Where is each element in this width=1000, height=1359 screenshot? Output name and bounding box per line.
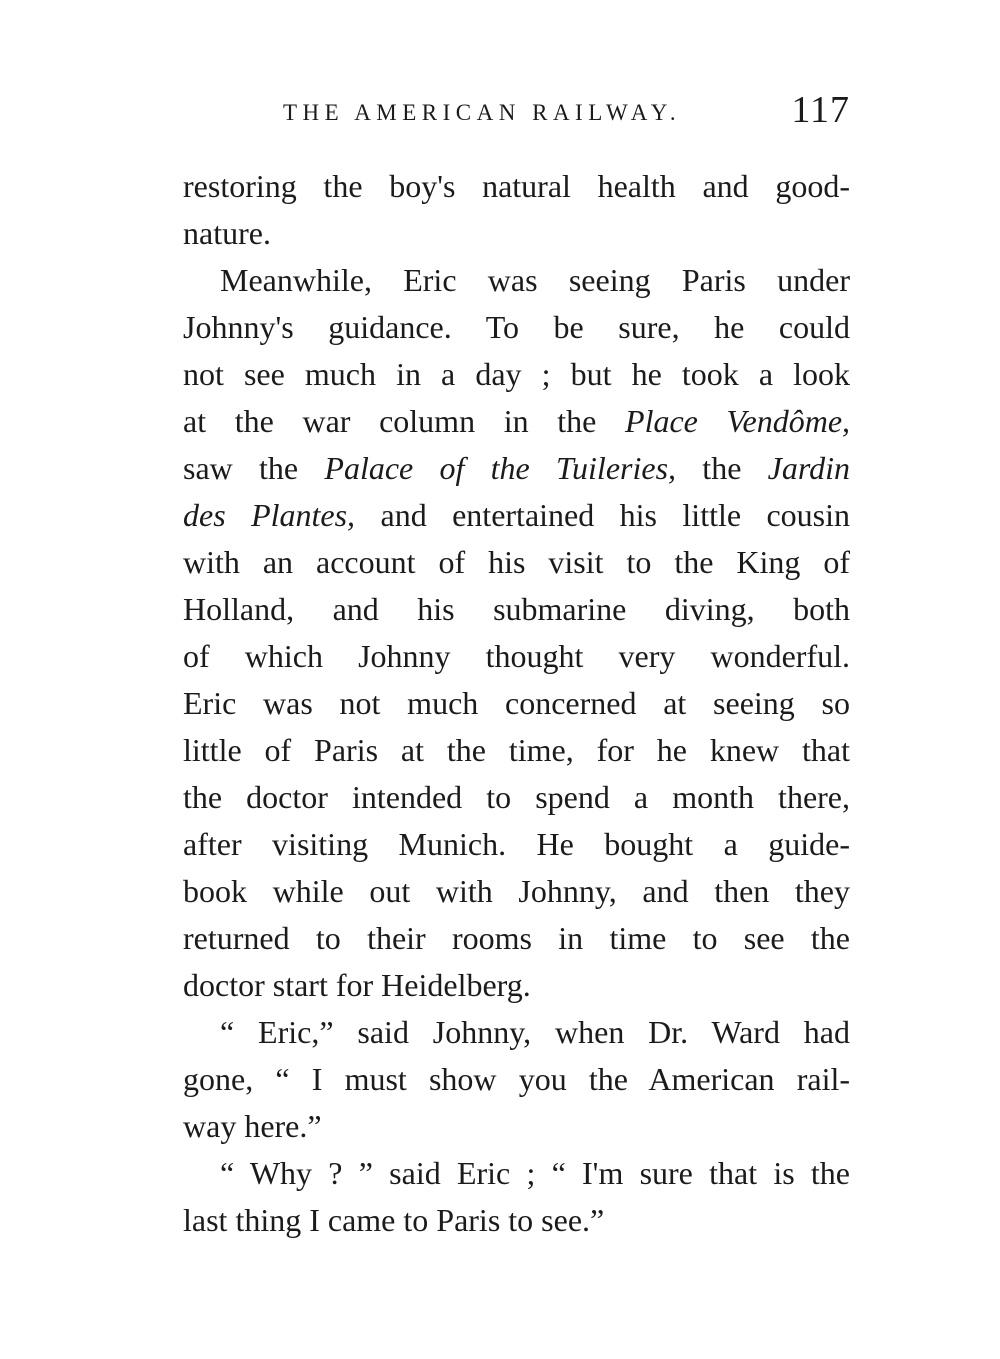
- text-line: gone, “ I must show you the American rail-: [183, 1061, 850, 1097]
- running-head: [183, 86, 850, 136]
- text-line: with an account of his visit to the King of: [183, 544, 850, 580]
- text-line: Eric was not much concerned at seeing so: [183, 685, 850, 721]
- text-line: after visiting Munich. He bought a guide-: [183, 826, 850, 862]
- text-line: [183, 445, 850, 492]
- page-number: 117: [791, 89, 850, 131]
- italic-place-name: des Plantes,: [183, 497, 356, 533]
- text-line: way here.”: [183, 1108, 322, 1144]
- text-line: [183, 492, 850, 539]
- text-line: “ Why ? ” said Eric ; “ I'm sure that is the: [220, 1155, 850, 1191]
- text-line: Holland, and his submarine diving, both: [183, 591, 850, 627]
- text-line: restoring the boy's natural health and good-: [183, 168, 850, 204]
- text-line: nature.: [183, 215, 271, 251]
- text-line: little of Paris at the time, for he knew that: [183, 732, 850, 768]
- text-fragment: and entertained his little cousin: [380, 497, 850, 533]
- text-line: returned to their rooms in time to see the: [183, 920, 850, 956]
- text-line: book while out with Johnny, and then they: [183, 873, 850, 909]
- text-fragment: the: [702, 450, 742, 486]
- italic-place-name: Place Vendôme,: [625, 403, 850, 439]
- text-line: of which Johnny thought very wonderful.: [183, 638, 850, 674]
- italic-place-name: Jardin: [767, 450, 850, 486]
- text-fragment: saw the: [183, 450, 299, 486]
- text-line: “ Eric,” said Johnny, when Dr. Ward had: [220, 1014, 850, 1050]
- text-line: not see much in a day ; but he took a look: [183, 356, 850, 392]
- text-line: Johnny's guidance. To be sure, he could: [183, 309, 850, 345]
- italic-place-name: Palace of the Tuileries,: [324, 450, 677, 486]
- text-line: the doctor intended to spend a month there,: [183, 779, 850, 815]
- text-line: [183, 398, 850, 445]
- running-title: THE AMERICAN RAILWAY.: [283, 100, 682, 125]
- text-line: doctor start for Heidelberg.: [183, 967, 531, 1003]
- body-text: [183, 163, 850, 1244]
- text-fragment: at the war column in the: [183, 403, 597, 439]
- text-line: Meanwhile, Eric was seeing Paris under: [220, 262, 850, 298]
- text-line: last thing I came to Paris to see.”: [183, 1202, 605, 1238]
